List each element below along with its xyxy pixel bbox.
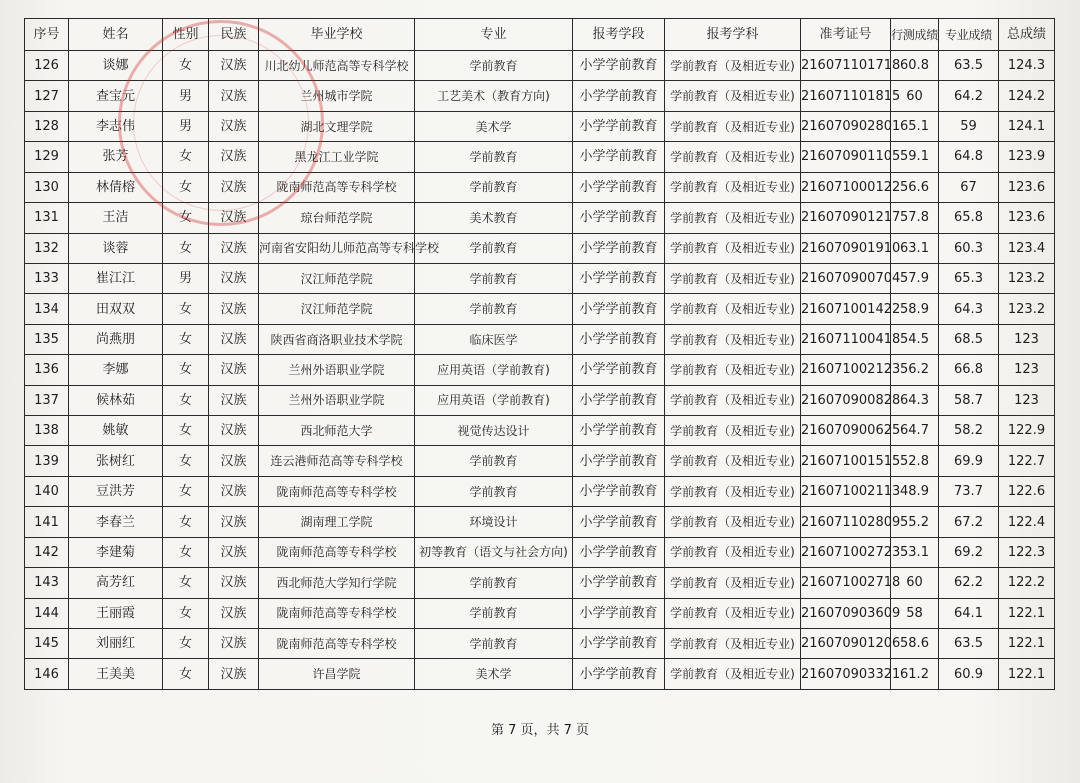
row-major-score: 69.9 (939, 446, 999, 476)
row-major-score: 67.2 (939, 507, 999, 537)
row-seq: 142 (25, 537, 69, 567)
row-name: 田双双 (69, 294, 163, 324)
row-gender: 女 (163, 476, 209, 506)
row-school: 琼台师范学院 (259, 203, 415, 233)
row-level: 小学学前教育 (573, 385, 665, 415)
row-aptitude-score: 48.9 (891, 476, 939, 506)
row-exam-id: 216070900625 (801, 416, 891, 446)
row-subject: 学前教育（及相近专业) (665, 81, 801, 111)
row-aptitude-score: 60 (891, 568, 939, 598)
table-row (25, 537, 1055, 567)
table-row (25, 324, 1055, 354)
row-major: 学前教育 (415, 446, 573, 476)
row-gender: 女 (163, 507, 209, 537)
row-subject: 学前教育（及相近专业) (665, 507, 801, 537)
table-row (25, 507, 1055, 537)
row-school: 湖南理工学院 (259, 507, 415, 537)
row-subject: 学前教育（及相近专业) (665, 294, 801, 324)
row-aptitude-score: 54.5 (891, 324, 939, 354)
row-exam-id: 216070901105 (801, 142, 891, 172)
row-school: 兰州外语职业学院 (259, 385, 415, 415)
header-seq: 序号 (25, 19, 69, 51)
row-major-score: 64.1 (939, 598, 999, 628)
row-seq: 134 (25, 294, 69, 324)
row-level: 小学学前教育 (573, 51, 665, 81)
row-subject: 学前教育（及相近专业) (665, 385, 801, 415)
row-aptitude-score: 56.2 (891, 355, 939, 385)
table-row (25, 142, 1055, 172)
row-name: 王洁 (69, 203, 163, 233)
row-major-score: 59 (939, 111, 999, 141)
row-level: 小学学前教育 (573, 659, 665, 690)
row-subject: 学前教育（及相近专业) (665, 416, 801, 446)
row-name: 王美美 (69, 659, 163, 690)
row-gender: 女 (163, 659, 209, 690)
row-total-score: 123 (999, 385, 1055, 415)
table-row (25, 111, 1055, 141)
row-seq: 127 (25, 81, 69, 111)
row-exam-id: 216070900828 (801, 385, 891, 415)
row-major-score: 66.8 (939, 355, 999, 385)
table-row (25, 263, 1055, 293)
row-major: 学前教育 (415, 568, 573, 598)
row-gender: 男 (163, 111, 209, 141)
row-level: 小学学前教育 (573, 203, 665, 233)
row-seq: 141 (25, 507, 69, 537)
row-exam-id: 216070902801 (801, 111, 891, 141)
row-total-score: 122.1 (999, 659, 1055, 690)
row-name: 张芳 (69, 142, 163, 172)
row-school: 连云港师范高等专科学校 (259, 446, 415, 476)
row-school: 兰州城市学院 (259, 81, 415, 111)
row-exam-id: 216071101718 (801, 51, 891, 81)
row-school: 湖北文理学院 (259, 111, 415, 141)
row-aptitude-score: 59.1 (891, 142, 939, 172)
row-gender: 女 (163, 51, 209, 81)
row-subject: 学前教育（及相近专业) (665, 203, 801, 233)
row-level: 小学学前教育 (573, 568, 665, 598)
row-exam-id: 216070901217 (801, 203, 891, 233)
table-row (25, 659, 1055, 690)
row-aptitude-score: 52.8 (891, 446, 939, 476)
row-level: 小学学前教育 (573, 507, 665, 537)
row-exam-id: 216070903321 (801, 659, 891, 690)
row-major-score: 68.5 (939, 324, 999, 354)
row-name: 李建菊 (69, 537, 163, 567)
row-level: 小学学前教育 (573, 537, 665, 567)
row-major: 临床医学 (415, 324, 573, 354)
table-row (25, 81, 1055, 111)
row-major: 视觉传达设计 (415, 416, 573, 446)
row-exam-id: 216070901206 (801, 629, 891, 659)
row-total-score: 122.3 (999, 537, 1055, 567)
table-row (25, 598, 1055, 628)
row-gender: 女 (163, 142, 209, 172)
row-ethnicity: 汉族 (209, 51, 259, 81)
row-subject: 学前教育（及相近专业) (665, 233, 801, 263)
row-school: 西北师范大学 (259, 416, 415, 446)
row-major: 学前教育 (415, 172, 573, 202)
row-school: 陇南师范高等专科学校 (259, 598, 415, 628)
row-aptitude-score: 57.8 (891, 203, 939, 233)
row-level: 小学学前教育 (573, 142, 665, 172)
row-aptitude-score: 60.8 (891, 51, 939, 81)
row-aptitude-score: 58.9 (891, 294, 939, 324)
row-major: 学前教育 (415, 142, 573, 172)
row-subject: 学前教育（及相近专业) (665, 172, 801, 202)
row-total-score: 122.1 (999, 629, 1055, 659)
header-name: 姓名 (69, 19, 163, 51)
row-seq: 137 (25, 385, 69, 415)
row-name: 张树红 (69, 446, 163, 476)
row-name: 林倩榕 (69, 172, 163, 202)
row-total-score: 123.4 (999, 233, 1055, 263)
row-gender: 女 (163, 416, 209, 446)
row-seq: 133 (25, 263, 69, 293)
row-gender: 男 (163, 263, 209, 293)
header-total-score: 总成绩 (999, 19, 1055, 51)
row-subject: 学前教育（及相近专业) (665, 598, 801, 628)
row-subject: 学前教育（及相近专业) (665, 51, 801, 81)
row-total-score: 123 (999, 355, 1055, 385)
row-major-score: 69.2 (939, 537, 999, 567)
row-level: 小学学前教育 (573, 111, 665, 141)
row-major: 应用英语（学前教育) (415, 355, 573, 385)
row-major: 环境设计 (415, 507, 573, 537)
row-major-score: 65.3 (939, 263, 999, 293)
row-major: 初等教育（语文与社会方向) (415, 537, 573, 567)
row-aptitude-score: 58.6 (891, 629, 939, 659)
row-gender: 女 (163, 598, 209, 628)
row-seq: 130 (25, 172, 69, 202)
row-seq: 131 (25, 203, 69, 233)
row-major-score: 64.8 (939, 142, 999, 172)
row-subject: 学前教育（及相近专业) (665, 111, 801, 141)
header-level: 报考学段 (573, 19, 665, 51)
table-row (25, 172, 1055, 202)
row-seq: 136 (25, 355, 69, 385)
row-exam-id: 216070901910 (801, 233, 891, 263)
row-subject: 学前教育（及相近专业) (665, 446, 801, 476)
header-gender: 性别 (163, 19, 209, 51)
row-major-score: 63.5 (939, 51, 999, 81)
row-exam-id: 216071002123 (801, 355, 891, 385)
row-school: 陇南师范高等专科学校 (259, 476, 415, 506)
row-major-score: 64.3 (939, 294, 999, 324)
row-level: 小学学前教育 (573, 416, 665, 446)
row-gender: 女 (163, 324, 209, 354)
row-school: 陇南师范高等专科学校 (259, 537, 415, 567)
row-seq: 139 (25, 446, 69, 476)
row-name: 王丽霞 (69, 598, 163, 628)
row-subject: 学前教育（及相近专业) (665, 537, 801, 567)
row-subject: 学前教育（及相近专业) (665, 568, 801, 598)
score-table (24, 18, 1055, 690)
row-seq: 129 (25, 142, 69, 172)
row-gender: 女 (163, 629, 209, 659)
table-row (25, 233, 1055, 263)
row-subject: 学前教育（及相近专业) (665, 476, 801, 506)
row-ethnicity: 汉族 (209, 233, 259, 263)
row-aptitude-score: 60 (891, 81, 939, 111)
row-total-score: 124.2 (999, 81, 1055, 111)
row-total-score: 122.1 (999, 598, 1055, 628)
row-total-score: 123.9 (999, 142, 1055, 172)
header-major-score: 专业成绩 (939, 19, 999, 51)
row-name: 豆洪芳 (69, 476, 163, 506)
row-seq: 128 (25, 111, 69, 141)
row-seq: 135 (25, 324, 69, 354)
row-ethnicity: 汉族 (209, 416, 259, 446)
row-ethnicity: 汉族 (209, 659, 259, 690)
row-major-score: 73.7 (939, 476, 999, 506)
row-subject: 学前教育（及相近专业) (665, 629, 801, 659)
row-exam-id: 216071001515 (801, 446, 891, 476)
row-name: 高芳红 (69, 568, 163, 598)
table-row (25, 294, 1055, 324)
row-exam-id: 216071100418 (801, 324, 891, 354)
row-exam-id: 216070900704 (801, 263, 891, 293)
row-school: 汉江师范学院 (259, 294, 415, 324)
row-major: 应用英语（学前教育) (415, 385, 573, 415)
row-total-score: 124.3 (999, 51, 1055, 81)
row-aptitude-score: 53.1 (891, 537, 939, 567)
row-gender: 女 (163, 203, 209, 233)
row-name: 李春兰 (69, 507, 163, 537)
row-exam-id: 216071101815 (801, 81, 891, 111)
row-major: 学前教育 (415, 476, 573, 506)
row-name: 查宝元 (69, 81, 163, 111)
row-name: 李志伟 (69, 111, 163, 141)
row-name: 候林茹 (69, 385, 163, 415)
row-level: 小学学前教育 (573, 476, 665, 506)
row-ethnicity: 汉族 (209, 263, 259, 293)
row-ethnicity: 汉族 (209, 568, 259, 598)
row-total-score: 123 (999, 324, 1055, 354)
row-level: 小学学前教育 (573, 598, 665, 628)
row-school: 川北幼儿师范高等专科学校 (259, 51, 415, 81)
table-row (25, 568, 1055, 598)
row-gender: 女 (163, 568, 209, 598)
row-major-score: 65.8 (939, 203, 999, 233)
row-exam-id: 216070903609 (801, 598, 891, 628)
row-seq: 140 (25, 476, 69, 506)
row-level: 小学学前教育 (573, 324, 665, 354)
row-level: 小学学前教育 (573, 263, 665, 293)
row-level: 小学学前教育 (573, 629, 665, 659)
row-ethnicity: 汉族 (209, 203, 259, 233)
row-major-score: 62.2 (939, 568, 999, 598)
row-aptitude-score: 64.7 (891, 416, 939, 446)
row-total-score: 123.6 (999, 203, 1055, 233)
row-name: 谈娜 (69, 51, 163, 81)
row-aptitude-score: 63.1 (891, 233, 939, 263)
row-ethnicity: 汉族 (209, 537, 259, 567)
row-ethnicity: 汉族 (209, 446, 259, 476)
row-gender: 女 (163, 233, 209, 263)
row-ethnicity: 汉族 (209, 629, 259, 659)
row-major: 美术学 (415, 659, 573, 690)
row-subject: 学前教育（及相近专业) (665, 355, 801, 385)
row-gender: 男 (163, 81, 209, 111)
row-school: 河南省安阳幼儿师范高等专科学校 (259, 233, 415, 263)
row-gender: 女 (163, 172, 209, 202)
row-major: 美术学 (415, 111, 573, 141)
row-level: 小学学前教育 (573, 81, 665, 111)
row-seq: 132 (25, 233, 69, 263)
row-ethnicity: 汉族 (209, 507, 259, 537)
row-school: 西北师范大学知行学院 (259, 568, 415, 598)
row-subject: 学前教育（及相近专业) (665, 659, 801, 690)
table-row (25, 385, 1055, 415)
row-name: 尚燕朋 (69, 324, 163, 354)
row-ethnicity: 汉族 (209, 385, 259, 415)
row-school: 陇南师范高等专科学校 (259, 629, 415, 659)
row-ethnicity: 汉族 (209, 294, 259, 324)
row-total-score: 124.1 (999, 111, 1055, 141)
header-school: 毕业学校 (259, 19, 415, 51)
row-name: 姚敏 (69, 416, 163, 446)
row-school: 陇南师范高等专科学校 (259, 172, 415, 202)
row-exam-id: 216071002113 (801, 476, 891, 506)
row-name: 谈蓉 (69, 233, 163, 263)
row-ethnicity: 汉族 (209, 598, 259, 628)
row-major: 学前教育 (415, 629, 573, 659)
row-seq: 138 (25, 416, 69, 446)
row-subject: 学前教育（及相近专业) (665, 142, 801, 172)
row-aptitude-score: 64.3 (891, 385, 939, 415)
row-gender: 女 (163, 385, 209, 415)
row-major: 美术教育 (415, 203, 573, 233)
row-major: 学前教育 (415, 263, 573, 293)
header-aptitude-score: 行测成绩 (891, 19, 939, 51)
row-school: 兰州外语职业学院 (259, 355, 415, 385)
row-school: 陕西省商洛职业技术学院 (259, 324, 415, 354)
row-exam-id: 216071002723 (801, 537, 891, 567)
row-major-score: 63.5 (939, 629, 999, 659)
row-aptitude-score: 56.6 (891, 172, 939, 202)
row-exam-id: 216071000122 (801, 172, 891, 202)
row-level: 小学学前教育 (573, 172, 665, 202)
row-total-score: 123.2 (999, 294, 1055, 324)
row-ethnicity: 汉族 (209, 142, 259, 172)
row-aptitude-score: 61.2 (891, 659, 939, 690)
row-aptitude-score: 65.1 (891, 111, 939, 141)
row-name: 刘丽红 (69, 629, 163, 659)
table-row (25, 203, 1055, 233)
row-school: 汉江师范学院 (259, 263, 415, 293)
row-ethnicity: 汉族 (209, 81, 259, 111)
row-seq: 146 (25, 659, 69, 690)
header-major: 专业 (415, 19, 573, 51)
row-major: 学前教育 (415, 598, 573, 628)
row-level: 小学学前教育 (573, 233, 665, 263)
row-major: 工艺美术（教育方向) (415, 81, 573, 111)
row-major-score: 58.2 (939, 416, 999, 446)
row-ethnicity: 汉族 (209, 355, 259, 385)
row-ethnicity: 汉族 (209, 111, 259, 141)
table-row (25, 629, 1055, 659)
row-seq: 145 (25, 629, 69, 659)
row-major-score: 67 (939, 172, 999, 202)
row-school: 许昌学院 (259, 659, 415, 690)
row-major: 学前教育 (415, 294, 573, 324)
row-exam-id: 216071001422 (801, 294, 891, 324)
row-ethnicity: 汉族 (209, 324, 259, 354)
page-footer: 第 7 页，共 7 页 (490, 723, 590, 738)
row-aptitude-score: 57.9 (891, 263, 939, 293)
row-total-score: 123.2 (999, 263, 1055, 293)
row-seq: 143 (25, 568, 69, 598)
row-name: 崔江江 (69, 263, 163, 293)
row-ethnicity: 汉族 (209, 172, 259, 202)
row-seq: 126 (25, 51, 69, 81)
table-row (25, 355, 1055, 385)
row-level: 小学学前教育 (573, 294, 665, 324)
table-body (25, 51, 1055, 690)
table-row (25, 446, 1055, 476)
row-gender: 女 (163, 446, 209, 476)
row-major-score: 64.2 (939, 81, 999, 111)
row-subject: 学前教育（及相近专业) (665, 324, 801, 354)
row-total-score: 122.6 (999, 476, 1055, 506)
row-seq: 144 (25, 598, 69, 628)
header-row (25, 19, 1055, 51)
row-gender: 女 (163, 294, 209, 324)
row-school: 黑龙江工业学院 (259, 142, 415, 172)
table-row (25, 51, 1055, 81)
table-row (25, 416, 1055, 446)
row-major: 学前教育 (415, 51, 573, 81)
row-total-score: 122.9 (999, 416, 1055, 446)
row-name: 李娜 (69, 355, 163, 385)
row-total-score: 123.6 (999, 172, 1055, 202)
row-major: 学前教育 (415, 233, 573, 263)
row-total-score: 122.7 (999, 446, 1055, 476)
header-exam-id: 准考证号 (801, 19, 891, 51)
row-level: 小学学前教育 (573, 355, 665, 385)
table-row (25, 476, 1055, 506)
row-major-score: 60.3 (939, 233, 999, 263)
row-exam-id: 216071102809 (801, 507, 891, 537)
row-total-score: 122.2 (999, 568, 1055, 598)
row-gender: 女 (163, 355, 209, 385)
row-exam-id: 216071002718 (801, 568, 891, 598)
row-major-score: 58.7 (939, 385, 999, 415)
row-level: 小学学前教育 (573, 446, 665, 476)
row-aptitude-score: 58 (891, 598, 939, 628)
row-ethnicity: 汉族 (209, 476, 259, 506)
header-subject: 报考学科 (665, 19, 801, 51)
row-subject: 学前教育（及相近专业) (665, 263, 801, 293)
table-header (25, 19, 1055, 51)
row-major-score: 60.9 (939, 659, 999, 690)
row-total-score: 122.4 (999, 507, 1055, 537)
row-aptitude-score: 55.2 (891, 507, 939, 537)
row-gender: 女 (163, 537, 209, 567)
header-ethnicity: 民族 (209, 19, 259, 51)
